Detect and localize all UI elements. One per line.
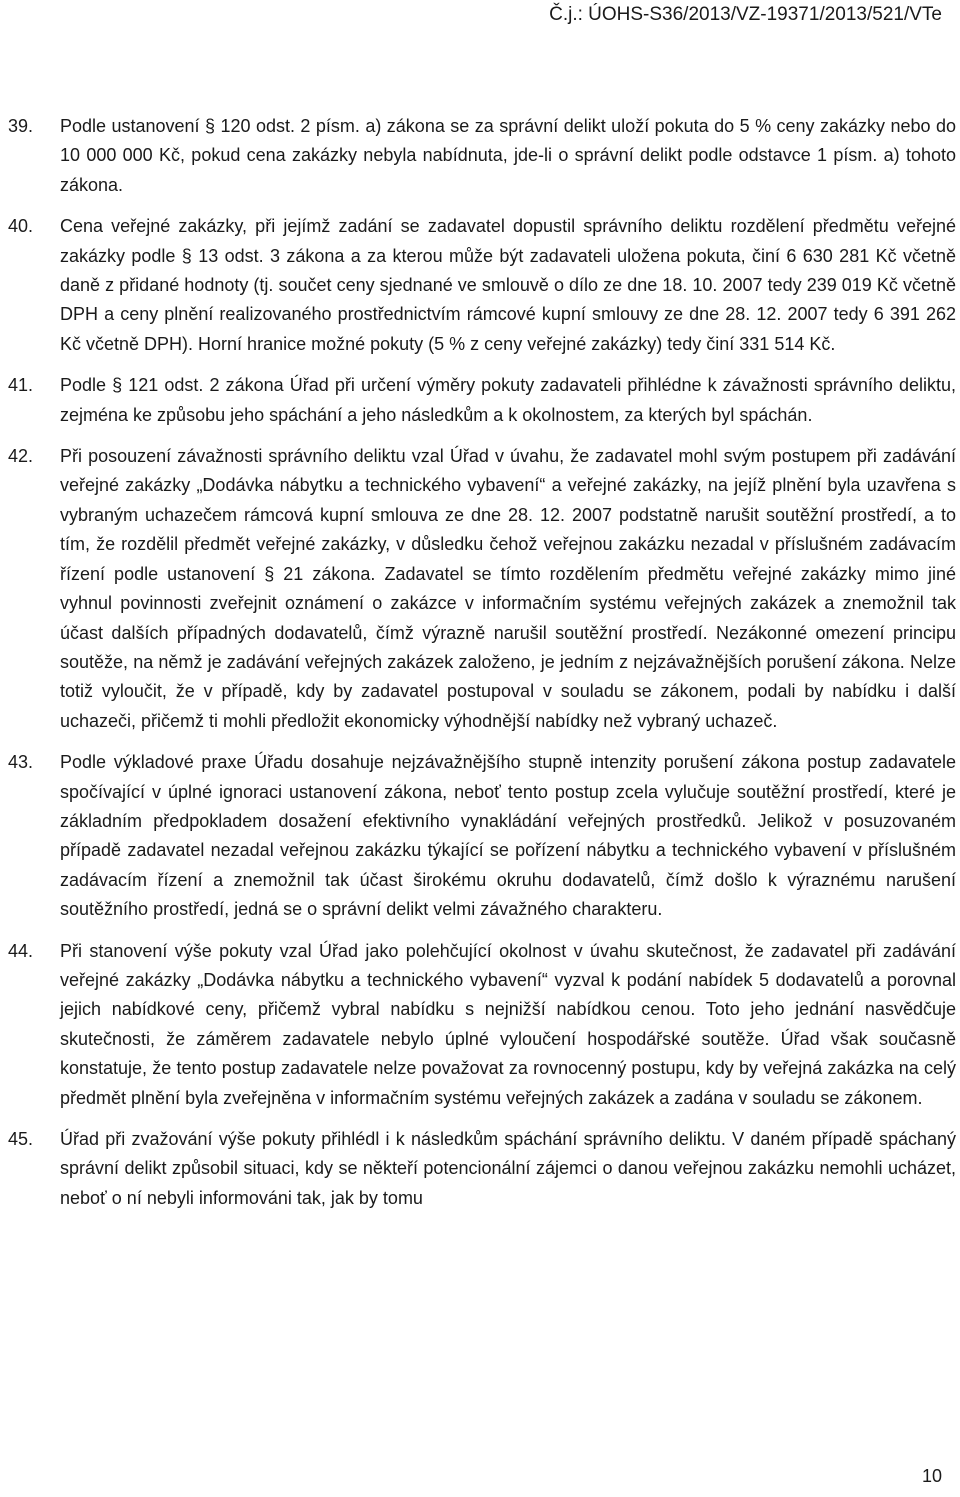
paragraph-number: 40. [8,216,34,237]
paragraph-text: Podle § 121 odst. 2 zákona Úřad při určení výměry pokuty zadavateli přihlédne k závažnosti správního deliktu, zejména ke způsobu jeho spáchání a jeho následkům a k okolnostem, za kterých byl spáchán. [60,375,956,425]
paragraph-40 [0,212,960,359]
document-body [0,112,960,1225]
paragraph-45 [0,1125,960,1213]
paragraph-number: 41. [8,375,34,396]
paragraph-number: 45. [8,1129,34,1149]
paragraph-number: 44. [8,940,34,961]
paragraph-41 [0,371,960,430]
paragraph-text: Při stanovení výše pokuty vzal Úřad jako polehčující okolnost v úvahu skutečnost, že zadavatel při zadávání veřejné zakázky „Dodávka nábytku a technického vybavení“ vyzval k podání nabídek 5 dodavatelů a porovnal jejich nabídkové ceny, přičemž vybral nabídku s nejnižší nabídkou cenou. Toto jeho jednání nasvědčuje skutečnosti, že záměrem zadavatele nebylo úplné vyloučení hospodářské soutěže. Úřad však současně konstatuje, že tento postup zadavatele nelze považovat za rovnocenný postupu, kdy by veřejná zakázka na celý předmět plnění byla zveřejněna v informačním systému veřejných zakázek a zadána v souladu se zákonem. [60,940,956,1108]
paragraph-text: Úřad při zvažování výše pokuty přihlédl i k následkům spáchání správního deliktu. V daném případě spáchaný správní delikt způsobil situaci, kdy se někteří potencionální zájemci o danou veřejnou zakázku nemohli ucházet, neboť o ní nebyli informováni tak, jak by tomu [60,1129,956,1208]
paragraph-text: Podle výkladové praxe Úřadu dosahuje nejzávažnějšího stupně intenzity porušení zákona postup zadavatele spočívající v úplné ignoraci ustanovení zákona, neboť tento postup zcela vylučuje soutěžní prostředí, které je základním předpokladem dosažení efektivního vynakládání veřejných prostředků. Jelikož v posuzovaném případě zadavatel nezadal veřejnou zakázku týkající se pořízení nábytku a technického vybavení v příslušném zadávacím řízení a znemožnil tak účast širokému okruhu dodavatelů, čímž došlo k výraznému narušení soutěžního prostředí, jedná se o správní delikt velmi závažného charakteru. [60,752,956,920]
paragraph-number: 39. [8,116,34,136]
paragraph-text: Podle ustanovení § 120 odst. 2 písm. a) zákona se za správní delikt uloží pokuta do 5 % ceny zakázky nebo do 10 000 000 Kč, pokud cena zakázky nebyla nabídnuta, jde-li o správní delikt podle odstavce 1 písm. a) tohoto zákona. [60,116,956,195]
document-reference: Č.j.: ÚOHS-S36/2013/VZ-19371/2013/521/VTe [549,4,942,25]
paragraph-42 [0,442,960,736]
paragraph-text: Cena veřejné zakázky, při jejímž zadání se zadavatel dopustil správního deliktu rozdělení předmětu veřejné zakázky podle § 13 odst. 3 zákona a za kterou může být zadavateli uložena pokuta, činí 6 630 281 Kč včetně daně z přidané hodnoty (tj. součet ceny sjednané ve smlouvě o dílo ze dne 18. 10. 2007 tedy 239 019 Kč včetně DPH a ceny plnění realizovaného prostřednictvím rámcové kupní smlouvy ze dne 28. 12. 2007 tedy 6 391 262 Kč včetně DPH). Horní hranice možné pokuty (5 % z ceny veřejné zakázky) tedy činí 331 514 Kč. [60,216,956,354]
paragraph-39 [0,112,960,200]
paragraph-number: 43. [8,752,34,773]
page-number: 10 [921,1466,942,1486]
paragraph-43 [0,748,960,924]
paragraph-text: Při posouzení závažnosti správního deliktu vzal Úřad v úvahu, že zadavatel mohl svým postupem při zadávání veřejné zakázky „Dodávka nábytku a technického vybavení“ a veřejné zakázky, na jejíž plnění byla uzavřena s vybraným uchazečem rámcová kupní smlouva ze dne 28. 12. 2007 podstatně narušit soutěžní prostředí, a to tím, že rozdělil předmět veřejné zakázky, v důsledku čehož veřejnou zakázku nezadal v příslušném zadávacím řízení podle ustanovení § 21 zákona. Zadavatel se tímto rozdělením předmětu veřejné zakázky mimo jiné vyhnul povinnosti zveřejnit oznámení o zakázce v informačním systému veřejných zakázek a znemožnil tak účast dalších případných dodavatelů, čímž výrazně narušil soutěžní prostředí. Nezákonné omezení principu soutěže, na němž je zadávání veřejných zakázek založeno, je jedním z nejzávažnějších porušení zákona. Nelze totiž vyloučit, že v případě, kdy by zadavatel postupoval v souladu se zákonem, podali by nabídku i další uchazeči, přičemž ti mohli předložit ekonomicky výhodnější nabídky než vybraný uchazeč. [60,446,956,731]
paragraph-44 [0,937,960,1113]
paragraph-number: 42. [8,446,34,467]
